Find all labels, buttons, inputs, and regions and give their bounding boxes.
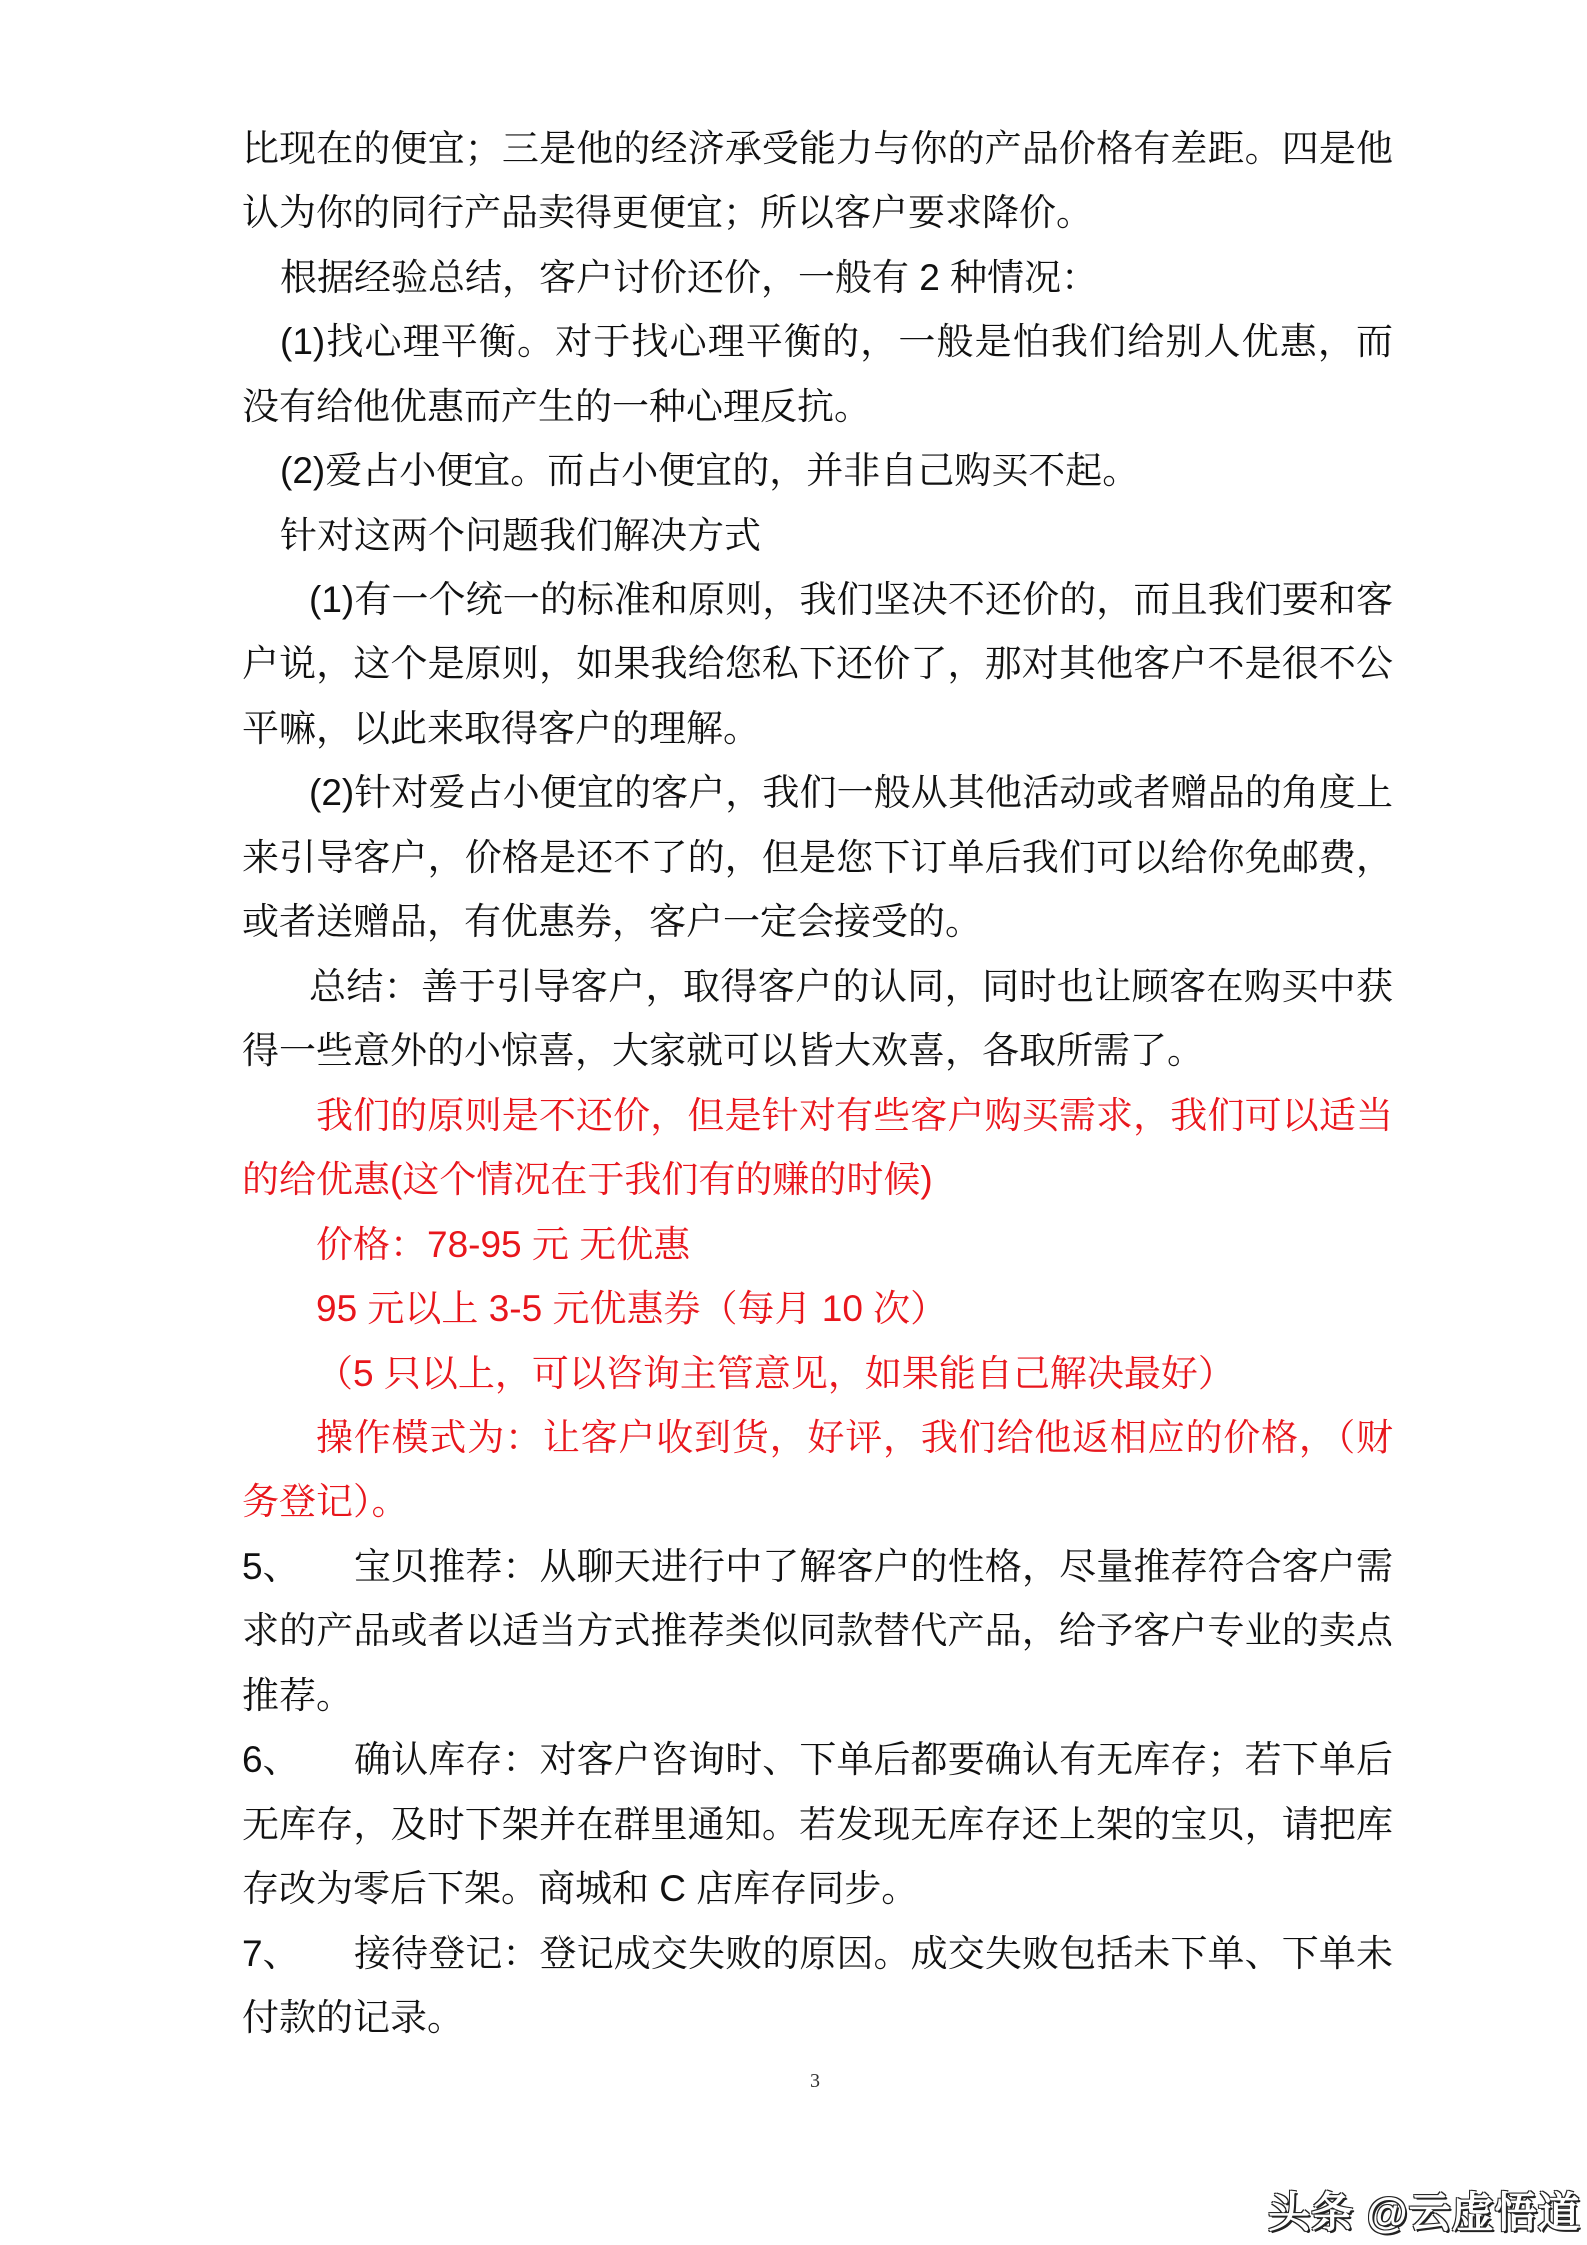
text-line: 根据经验总结，客户讨价还价，一般有 2 种情况：: [280, 257, 1099, 298]
highlight-line: （5 只以上，可以咨询主管意见，如果能自己解决最好）: [316, 1353, 1235, 1394]
text-line: 接待登记：登记成交失败的原因。成交失败包括未下单、下单未: [354, 1933, 1393, 1974]
text-line: 总结：善于引导客户，取得客户的认同，同时也让顾客在购买中获: [309, 966, 1393, 1007]
list-item-6: [242, 1728, 1393, 1792]
highlight-line: 95 元以上 3-5 元优惠券（每月 10 次）: [316, 1288, 948, 1329]
text-line: 求的产品或者以适当方式推荐类似同款替代产品，给予客户专业的卖点: [242, 1610, 1393, 1651]
text-line: 确认库存：对客户咨询时、下单后都要确认有无库存；若下单后: [354, 1739, 1393, 1780]
text-line: (2)爱占小便宜。而占小便宜的，并非自己购买不起。: [280, 450, 1140, 491]
text-line: 没有给他优惠而产生的一种心理反抗。: [242, 386, 871, 427]
highlight-line: 价格：78-95 元 无优惠: [316, 1224, 691, 1265]
list-item-7: [242, 1922, 1393, 1986]
item-number: 7、: [242, 1933, 300, 1974]
list-item-5: [242, 1535, 1393, 1599]
text-line: 无库存，及时下架并在群里通知。若发现无库存还上架的宝贝，请把库: [242, 1804, 1393, 1845]
highlight-line: 的给优惠(这个情况在于我们有的赚的时候): [242, 1159, 933, 1200]
watermark: 头条 @云虚悟道: [1268, 2189, 1581, 2236]
text-line: 平嘛，以此来取得客户的理解。: [242, 708, 760, 749]
text-line: 来引导客户，价格是还不了的，但是您下订单后我们可以给你免邮费，: [242, 837, 1393, 878]
text-line: (2)针对爱占小便宜的客户，我们一般从其他活动或者赠品的角度上: [309, 772, 1393, 813]
text-line: 针对这两个问题我们解决方式: [280, 515, 761, 556]
text-line: 或者送赠品，有优惠券，客户一定会接受的。: [242, 901, 982, 942]
text-line: 推荐。: [242, 1675, 353, 1716]
text-line: 得一些意外的小惊喜，大家就可以皆大欢喜，各取所需了。: [242, 1030, 1204, 1071]
text-line: 认为你的同行产品卖得更便宜；所以客户要求降价。: [242, 192, 1093, 233]
text-line: 比现在的便宜；三是他的经济承受能力与你的产品价格有差距。四是他: [242, 128, 1393, 169]
item-number: 5、: [242, 1546, 300, 1587]
text-line: (1)找心理平衡。对于找心理平衡的，一般是怕我们给别人优惠，而: [280, 321, 1393, 362]
highlight-line: 操作模式为：让客户收到货，好评，我们给他返相应的价格，（财: [316, 1417, 1393, 1458]
text-line: 存改为零后下架。商城和 C 店库存同步。: [242, 1868, 919, 1909]
text-line: 宝贝推荐：从聊天进行中了解客户的性格，尽量推荐符合客户需: [354, 1546, 1393, 1587]
item-number: 6、: [242, 1739, 300, 1780]
page-number: 3: [810, 2070, 820, 2092]
highlight-line: 我们的原则是不还价，但是针对有些客户购买需求，我们可以适当: [316, 1095, 1393, 1136]
text-line: 付款的记录。: [242, 1997, 464, 2038]
text-line: 户说，这个是原则，如果我给您私下还价了，那对其他客户不是很不公: [242, 643, 1393, 684]
highlight-line: 务登记）。: [242, 1481, 409, 1522]
text-line: (1)有一个统一的标准和原则，我们坚决不还价的，而且我们要和客: [309, 579, 1393, 620]
